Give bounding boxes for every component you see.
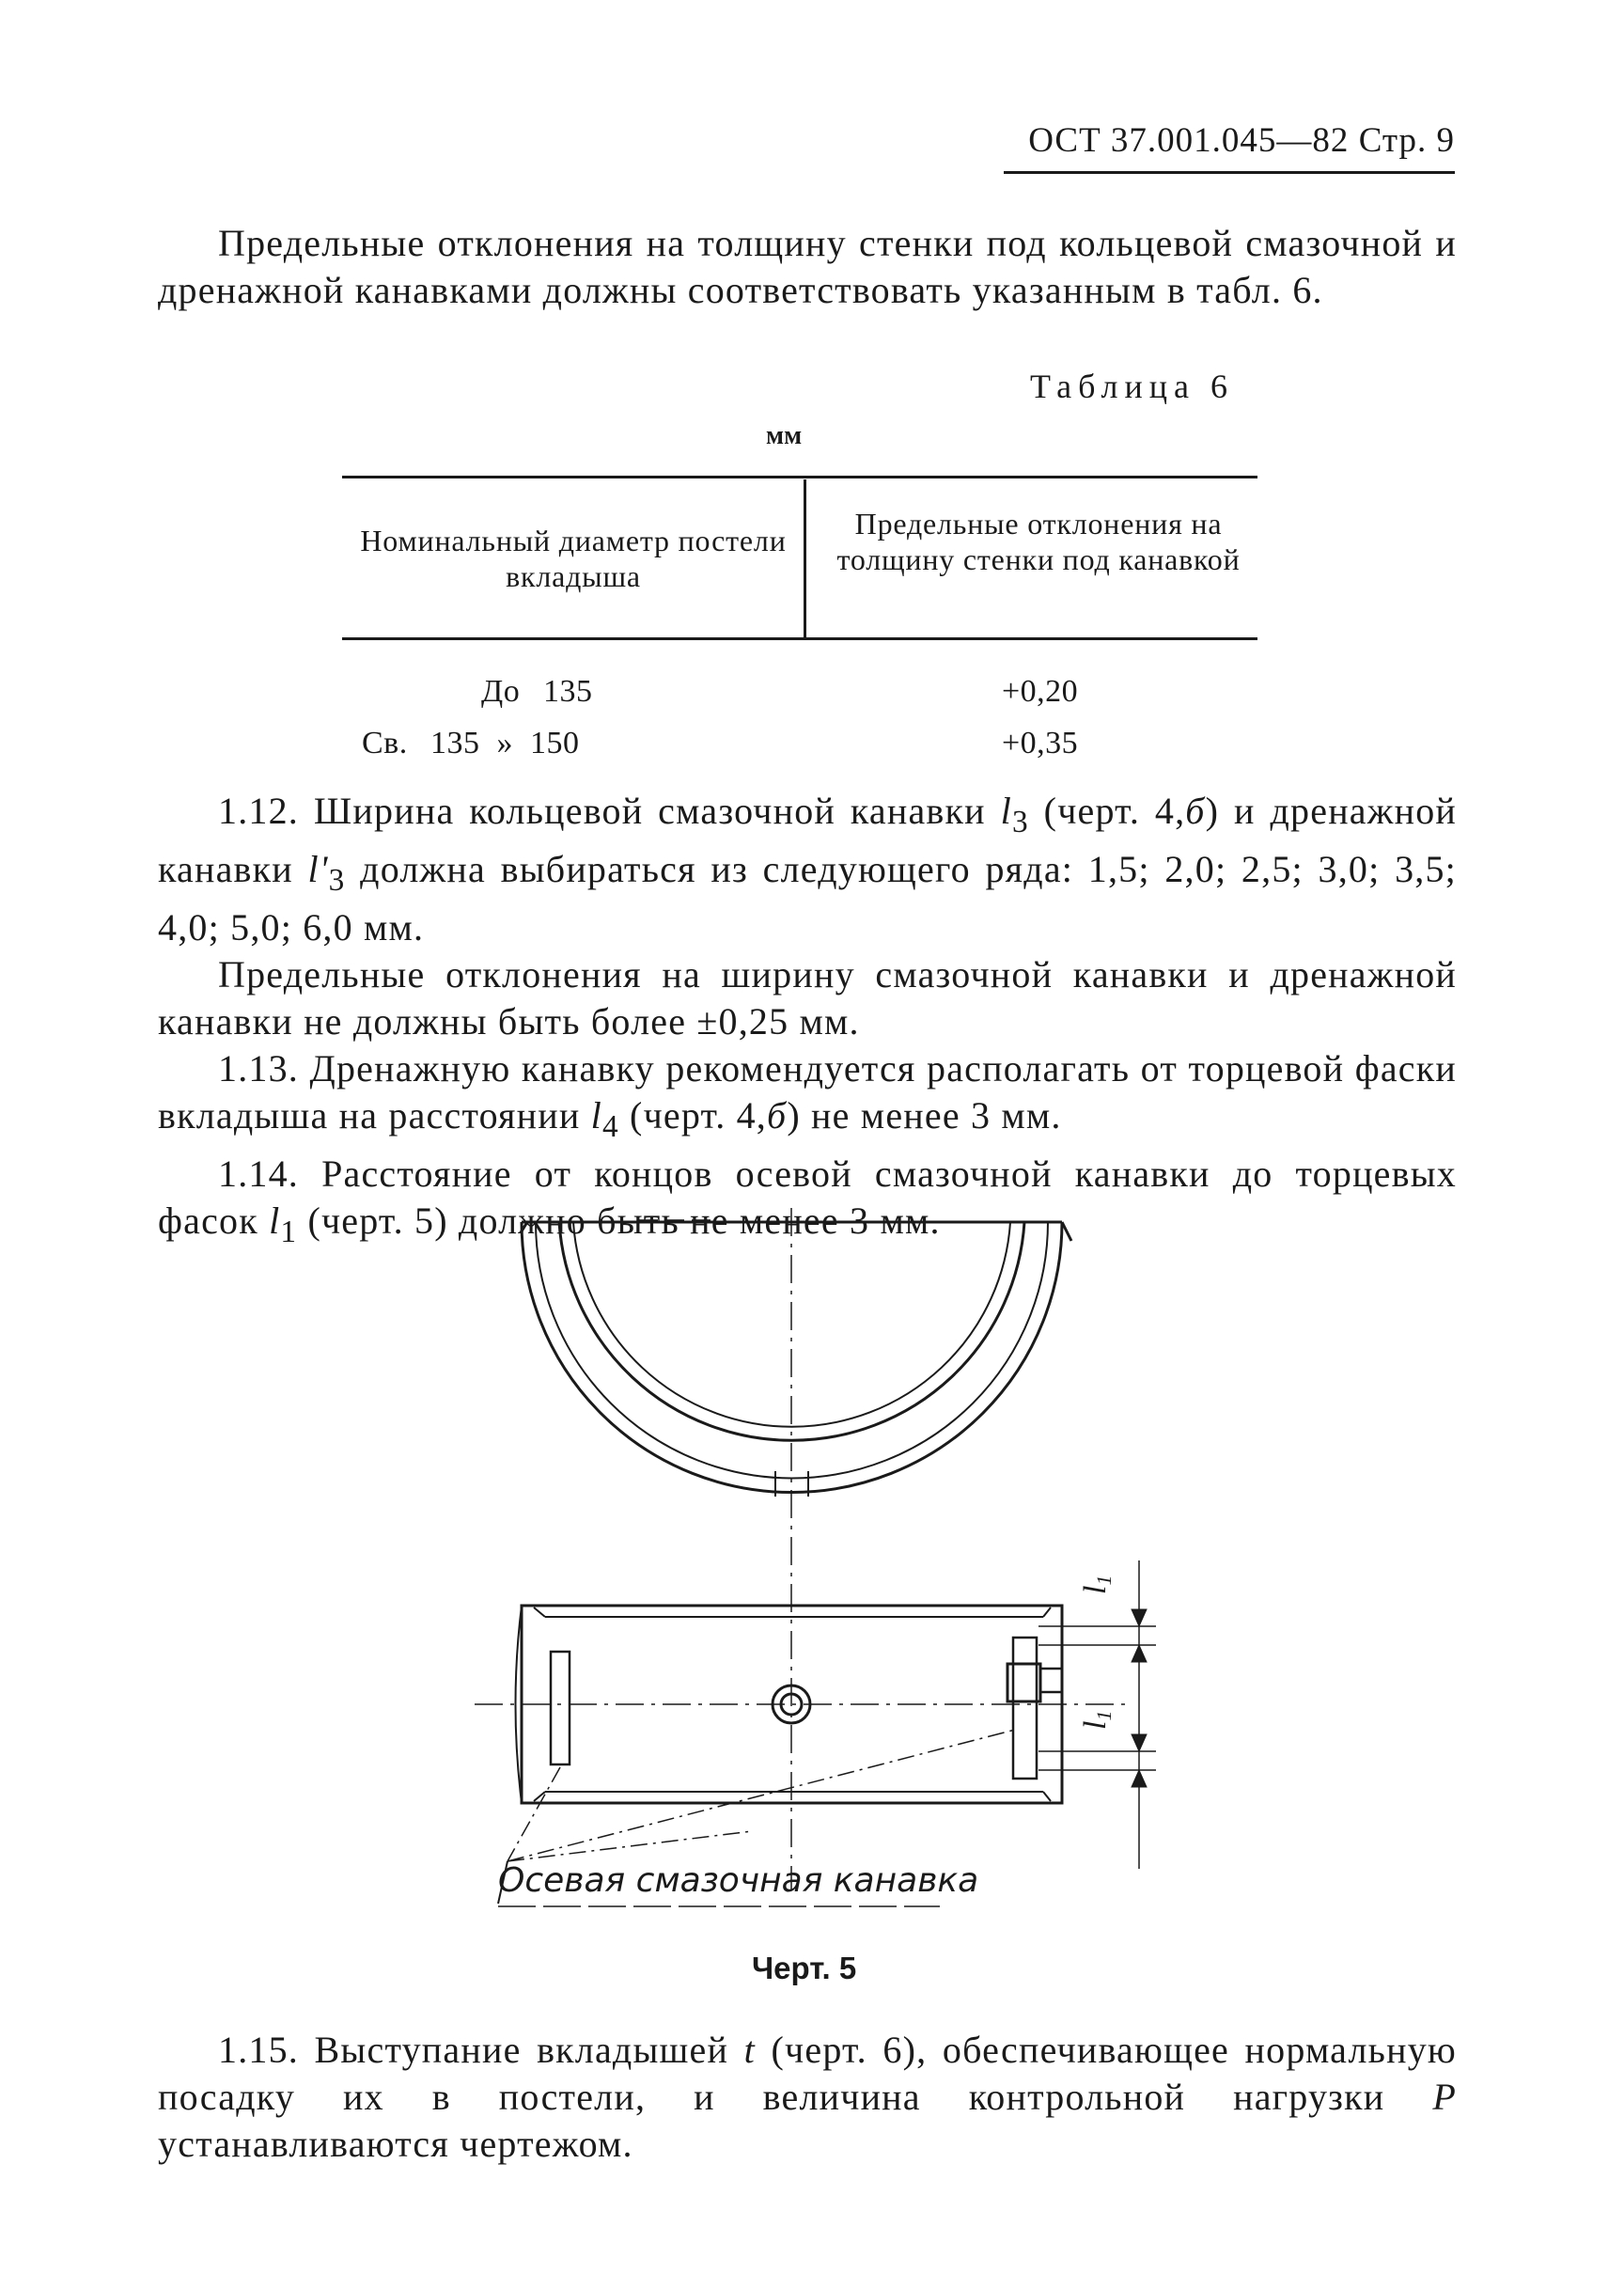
dim-label-top: l1 [1078,1575,1116,1594]
table-header-rule [342,637,1257,640]
right-groove-slot [1013,1638,1037,1779]
intro-paragraph [158,220,1457,314]
table-row-2-prefix: Св. [362,726,408,760]
clause-1-15: 1.15. Выступание вкладышей t (черт. 6), обеспечивающее нормальную посадку их в постели, и величина контрольной нагрузки P устанавливаются чертежом. [158,2029,1457,2165]
table-header-diameter: Номинальный диаметр постели вкладыша [360,524,787,593]
table-row-1-diameter: 135 [543,674,593,709]
dim-label-bottom: l1 [1078,1710,1116,1730]
header-rule [1004,171,1455,174]
page-number: Стр. 9 [1358,121,1455,160]
table-header-deviation: Предельные отклонения на толщину стенки под канавкой [836,507,1241,576]
shell-lug [1062,1222,1071,1241]
clauses-block [158,788,1457,1256]
table-row-2-deviation: +0,35 [1002,726,1079,760]
clause-1-15-block [158,2027,1457,2168]
figure-callout-label: Осевая смазочная канавка [498,1861,979,1900]
intro-text: Предельные отклонения на толщину стенки под кольцевой смазочной и дренажной канавками должны соответствовать указанным в табл. 6. [158,222,1457,311]
clause-1-12-deviation: Предельные отклонения на ширину смазочной канавки и дренажной канавки не должны быть более ±0,25 мм. [158,953,1457,1043]
clause-1-14: 1.14. Расстояние от концов осевой смазочной канавки до торцевых фасок $l_1$ (черт. 5) должно быть не менее 3 мм. [158,1152,1457,1249]
label-leader-lines [508,1730,1015,1861]
table-top-rule [342,476,1257,478]
table-unit: мм [766,421,803,450]
figure-caption: Черт. 5 [752,1951,857,1985]
document-id: ОСТ 37.001.045—82 [1028,121,1350,160]
clause-1-12: 1.12. Ширина кольцевой смазочной канавки $l_3$ (черт. 4,б) и дренажной канавки $l'_3$ должна выбираться из следующего ряда: 1,5; 2,0; 2,5; 3,0; 3,5; 4,0; 5,0; 6,0 мм. [158,790,1458,949]
clause-1-13: 1.13. Дренажную канавку рекомендуется располагать от торцевой фаски вкладыша на расстоянии $l_4$ (черт. 4,б) не менее 3 мм. [158,1047,1457,1144]
table-row-1-prefix: До [481,674,521,709]
table-row-1-deviation: +0,20 [1002,674,1079,709]
table-caption: Таблица 6 [1030,368,1234,405]
table-row-2-diameter: 135 » 150 [430,726,580,760]
table-column-divider [804,479,806,637]
lug-notch [1040,1669,1062,1692]
bearing-shell-drawing [470,1203,1184,1936]
left-groove-slot [551,1652,570,1764]
page-header [1004,120,1455,161]
